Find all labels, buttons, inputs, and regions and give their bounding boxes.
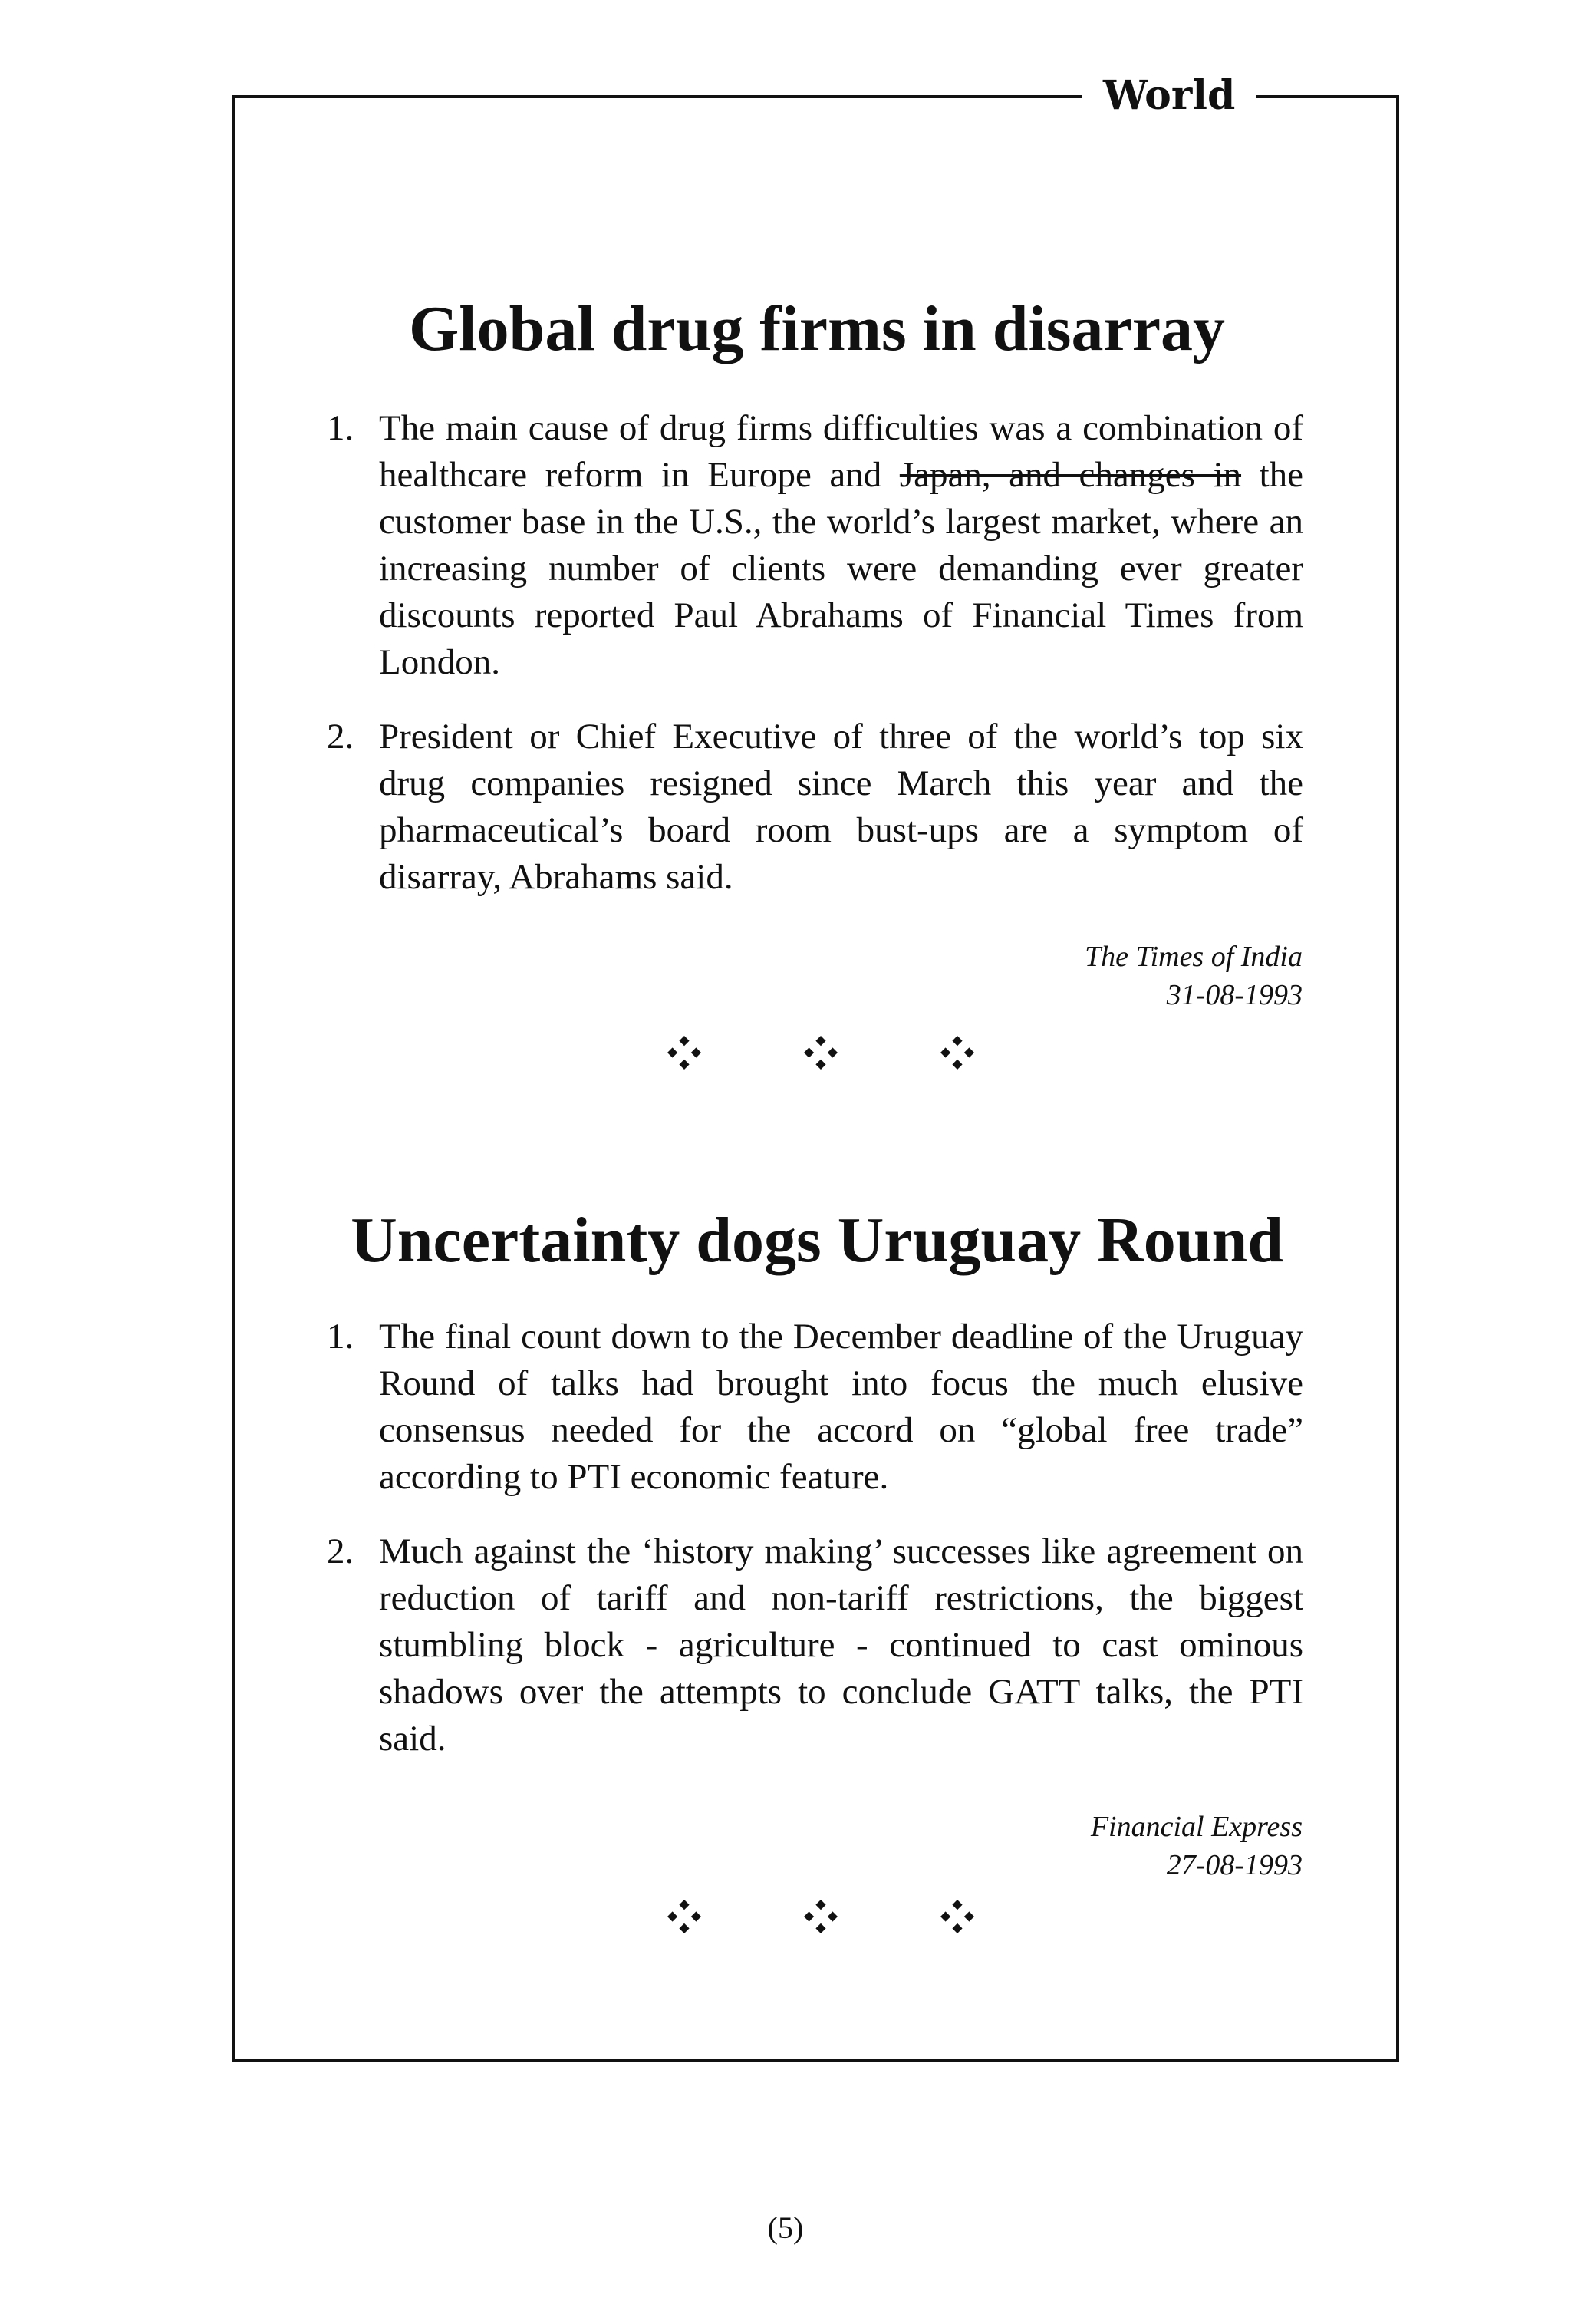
point-text: President or Chief Executive of three of the world’s top six drug companies resigned since March this year and the pharmaceutical’s board room bust-ups are a symptom of disarray, Abrahams said.	[379, 717, 1303, 897]
point-text: The main cause of drug firms difficulties was a combination of healthcare reform in Europe and	[379, 408, 1303, 495]
source-citation	[921, 1808, 1303, 1884]
point-item	[327, 1528, 1303, 1762]
source-name: The Times of India	[1085, 941, 1303, 973]
point-item	[327, 1314, 1303, 1501]
diamond-ornament-icon	[804, 1900, 838, 1933]
point-text-continued: the customer base in the U.S., the world’s largest market, where an increasing number of clients were demanding ever greater discounts reported Paul Abrahams of Financial Times from London.	[379, 455, 1303, 682]
point-item	[327, 405, 1303, 686]
point-text: Much against the ‘history making’ successes like agreement on reduction of tariff and non-tariff restrictions, the biggest stumbling block - agriculture - continued to cast ominous shadows over the attempts to conclude GATT talks, the PTI said.	[379, 1531, 1303, 1759]
source-date: 31-08-1993	[1166, 979, 1303, 1011]
point-text: The final count down to the December deadline of the Uruguay Round of talks had brought into focus the much elusive consensus needed for the accord on “global free trade” according to PTI economic feature.	[379, 1317, 1303, 1497]
section-divider	[667, 1036, 974, 1070]
source-name: Financial Express	[1090, 1811, 1303, 1843]
point-number: 1.	[327, 1317, 354, 1356]
diamond-ornament-icon	[667, 1036, 701, 1070]
struck-text: Japan, and changes in	[899, 455, 1242, 495]
diamond-ornament-icon	[804, 1036, 838, 1070]
article-points	[327, 1314, 1303, 1790]
diamond-ornament-icon	[940, 1036, 974, 1070]
point-item	[327, 714, 1303, 901]
source-date: 27-08-1993	[1166, 1849, 1303, 1881]
headline: Global drug firms in disarray	[408, 293, 1226, 364]
source-citation	[921, 938, 1303, 1014]
article-points	[327, 405, 1303, 928]
point-number: 2.	[327, 717, 354, 757]
diamond-ornament-icon	[667, 1900, 701, 1933]
point-number: 2.	[327, 1531, 354, 1571]
section-label: World	[1082, 72, 1256, 119]
diamond-ornament-icon	[940, 1900, 974, 1933]
page-number: (5)	[767, 2210, 804, 2245]
section-divider	[667, 1900, 974, 1933]
point-number: 1.	[327, 408, 354, 448]
headline: Uncertainty dogs Uruguay Round	[351, 1205, 1283, 1276]
